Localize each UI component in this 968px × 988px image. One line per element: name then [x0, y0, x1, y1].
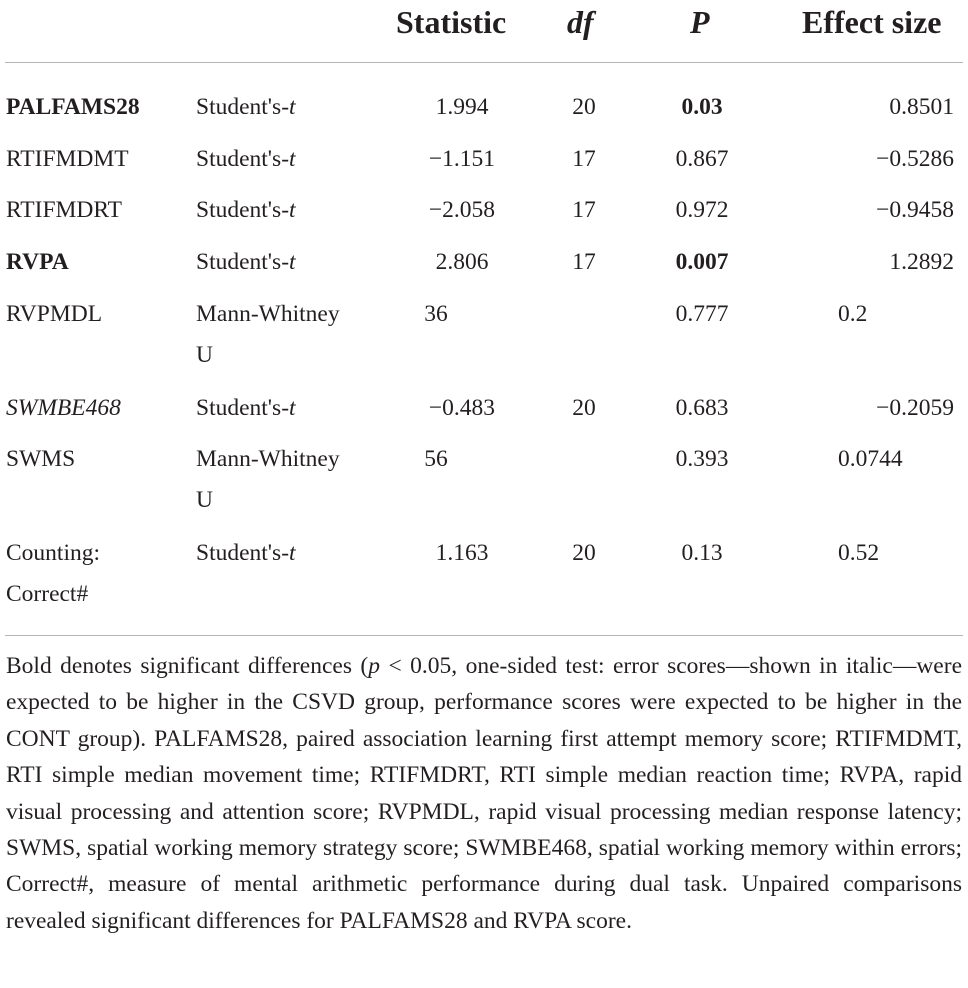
table-footnote: Bold denotes significant differences (p < 0.05, one-sided test: error scores—shown in italic—were expected to be higher in the CSVD group, performance scores were expected to be higher in the CONT group). PALFAMS28, paired association learning first attempt memory score; RTIFMDMT, RTI simple median movement time; RTIFMDRT, RTI simple median reaction time; RVPA, rapid visual processing and attention score; RVPMDL, rapid visual processing median response latency; SWMS, spatial working memory strategy score; SWMBE468, spatial working memory within errors; Correct#, measure of mental arithmetic performance during dual task. Unpaired comparisons revealed significant differences for PALFAMS28 and RVPA score. [6, 653, 962, 934]
row-statistic: 56 [424, 446, 448, 472]
row-p: 0.393 [675, 446, 729, 472]
row-name: SWMBE468 [6, 395, 121, 421]
row-name: Counting: Correct# [6, 540, 101, 607]
row-test: Mann-Whitney U [196, 446, 340, 513]
row-test: Student's-t [196, 197, 296, 223]
row-statistic: −2.058 [428, 197, 496, 223]
row-name: RTIFMDMT [6, 146, 129, 172]
row-statistic: 1.163 [435, 540, 489, 566]
row-statistic: −0.483 [428, 395, 496, 421]
header-statistic: Statistic [396, 4, 507, 40]
row-df: 17 [572, 197, 596, 223]
row-name: SWMS [6, 446, 76, 472]
row-effect-size: −0.5286 [876, 146, 954, 172]
row-name: RVPMDL [6, 301, 103, 327]
row-p: 0.867 [675, 146, 729, 172]
row-effect-size: 0.2 [838, 301, 868, 327]
row-statistic: −1.151 [428, 146, 496, 172]
row-test: Student's-t [196, 540, 296, 566]
row-test: Mann-Whitney U [196, 301, 340, 368]
row-name: RVPA [6, 249, 69, 275]
row-statistic: 2.806 [435, 249, 489, 275]
row-p: 0.777 [675, 301, 729, 327]
row-statistic: 1.994 [435, 94, 489, 120]
row-effect-size: −0.9458 [876, 197, 954, 223]
row-p: 0.683 [675, 395, 729, 421]
row-effect-size: 0.0744 [838, 446, 903, 472]
row-name: RTIFMDRT [6, 197, 122, 223]
row-p: 0.13 [681, 540, 723, 566]
row-effect-size: −0.2059 [876, 395, 954, 421]
row-effect-size: 0.52 [838, 540, 880, 566]
row-effect-size: 0.8501 [889, 94, 954, 120]
row-p: 0.03 [681, 94, 723, 120]
header-df: df [567, 4, 594, 40]
row-test: Student's-t [196, 146, 296, 172]
row-df: 20 [572, 94, 596, 120]
row-df: 17 [572, 249, 596, 275]
row-test: Student's-t [196, 249, 296, 275]
row-p: 0.007 [675, 249, 729, 275]
header-p: P [690, 4, 710, 40]
row-df: 20 [572, 395, 596, 421]
header-effect-size: Effect size [802, 4, 942, 40]
row-statistic: 36 [424, 301, 448, 327]
row-test: Student's-t [196, 94, 296, 120]
row-effect-size: 1.2892 [889, 249, 954, 275]
row-df: 17 [572, 146, 596, 172]
header-rule [5, 62, 963, 63]
row-test: Student's-t [196, 395, 296, 421]
table-bottom-rule [5, 635, 963, 636]
row-df: 20 [572, 540, 596, 566]
row-name: PALFAMS28 [6, 94, 140, 120]
row-p: 0.972 [675, 197, 729, 223]
